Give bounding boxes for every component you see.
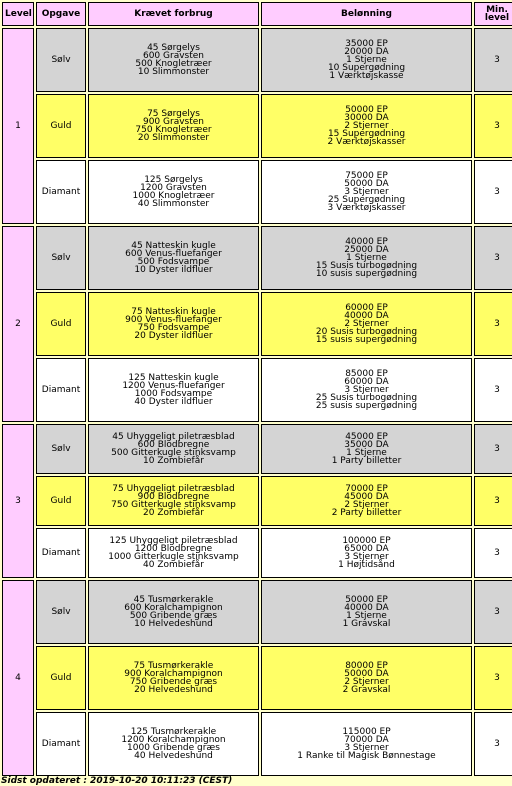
required-item: 750 Gribende græs [129,677,218,687]
required-item: 1200 Gravsten [140,183,207,193]
reward-cell [261,424,472,474]
required-item: 900 Koralchampignon [124,669,223,679]
reward-item: 40000 EP [345,237,388,247]
reward-item: 2 Stjerner [344,677,389,687]
required-item: 10 Helvedeshund [134,619,213,629]
required-item: 125 Tusmørkerakle [130,727,217,737]
table-row [2,160,512,224]
required-item: 40 Dyster ildfluer [134,397,213,407]
required-item: 20 Zombiefår [143,508,204,518]
min-level-cell: 3 [474,160,512,224]
min-level-cell: 3 [474,358,512,422]
last-updated: Sidst opdateret : 2019-10-20 10:11:23 (CEST) [1,776,233,786]
reward-item: 30000 DA [344,113,389,123]
level-cell: 2 [2,226,34,422]
required-cell [88,646,259,710]
table-row [2,646,512,710]
required-item: 500 Gitterkugle stinksvamp [111,448,236,458]
required-item: 900 Blodbregne [137,492,210,502]
reward-cell [261,226,472,290]
required-item: 1200 Blodbregne [134,544,213,554]
header-row [2,2,512,26]
required-item: 1000 Knogletræer [132,191,215,201]
reward-cell [261,528,472,578]
required-item: 10 Dyster ildfluer [134,265,213,275]
required-item: 600 Venus-fluefanger [125,249,222,259]
required-item: 20 Slimmonster [137,133,210,143]
tier-cell: Diamant [36,358,86,422]
reward-item: 2 Party billetter [331,508,402,518]
reward-item: 45000 EP [345,432,388,442]
reward-item: 2 Stjerner [344,500,389,510]
reward-item: 85000 EP [345,369,388,379]
table-row [2,226,512,290]
required-item: 750 Fodsvampe [137,323,210,333]
reward-cell [261,476,472,526]
reward-item: 40000 DA [344,311,389,321]
reward-item: 35000 DA [344,440,389,450]
level-cell: 4 [2,580,34,776]
required-item: 600 Koralchampignon [124,603,223,613]
table-row [2,358,512,422]
reward-item: 45000 DA [344,492,389,502]
reward-item: 2 Gravskal [342,685,391,695]
table-body [2,28,512,776]
reward-item: 115000 EP [342,727,391,737]
tier-cell: Sølv [36,226,86,290]
min-level-cell: 3 [474,424,512,474]
reward-item: 3 Stjerner [344,385,389,395]
reward-item: 50000 EP [345,105,388,115]
reward-item: 60000 DA [344,377,389,387]
required-item: 75 Tusmørkerakle [133,661,214,671]
required-item: 40 Helvedeshund [134,751,213,761]
required-item: 45 Sørgelys [147,43,200,53]
reward-item: 1 Stjerne [346,253,387,263]
required-cell [88,226,259,290]
required-item: 75 Uhyggeligt piletræsblad [112,484,235,494]
reward-item: 75000 EP [345,171,388,181]
header-required: Krævet forbrug [88,2,259,26]
required-item: 600 Blodbregne [137,440,210,450]
required-cell [88,528,259,578]
reward-item: 1 Højtidsånd [338,560,395,570]
tier-cell: Diamant [36,160,86,224]
reward-item: 15 Susis turbogødning [315,261,418,271]
reward-item: 25 Supergødning [327,195,406,205]
reward-item: 25 Susis turbogødning [315,393,418,403]
tier-cell: Sølv [36,28,86,92]
table-row [2,580,512,644]
required-item: 1000 Fodsvampe [134,389,213,399]
level-cell: 3 [2,424,34,578]
reward-item: 3 Stjerner [344,743,389,753]
required-cell [88,28,259,92]
reward-item: 20000 DA [344,47,389,57]
reward-cell [261,580,472,644]
min-level-cell: 3 [474,646,512,710]
tier-cell: Diamant [36,712,86,776]
required-item: 125 Uhyggeligt piletræsblad [109,536,238,546]
reward-item: 80000 EP [345,661,388,671]
table-row [2,94,512,158]
required-item: 20 Dyster ildfluer [134,331,213,341]
table-row [2,28,512,92]
min-level-cell: 3 [474,94,512,158]
required-item: 40 Slimmonster [137,199,210,209]
reward-cell [261,358,472,422]
table-row [2,712,512,776]
required-item: 900 Gravsten [142,117,204,127]
required-item: 45 Natteskin kugle [131,241,216,251]
reward-item: 3 Værktøjskasser [327,203,406,213]
tier-cell: Sølv [36,424,86,474]
tier-cell: Diamant [36,528,86,578]
required-item: 1200 Venus-fluefanger [122,381,225,391]
required-item: 750 Gitterkugle stinksvamp [111,500,236,510]
required-item: 75 Natteskin kugle [131,307,216,317]
reward-item: 70000 DA [344,735,389,745]
reward-item: 40000 DA [344,603,389,613]
reward-item: 35000 EP [345,39,388,49]
required-item: 45 Tusmørkerakle [133,595,214,605]
reward-item: 15 Supergødning [327,129,406,139]
reward-item: 10 susis supergødning [315,269,418,279]
reward-item: 2 Stjerner [344,121,389,131]
required-cell [88,476,259,526]
min-level-cell: 3 [474,528,512,578]
reward-item: 65000 DA [344,544,389,554]
required-item: 125 Sørgelys [144,175,203,185]
min-level-cell: 3 [474,292,512,356]
reward-item: 1 Ranke til Magisk Bønnestage [297,751,436,761]
tier-cell: Guld [36,292,86,356]
reward-cell [261,160,472,224]
header-reward: Belønning [261,2,472,26]
reward-item: 50000 EP [345,595,388,605]
header-min-level: Min. level [474,2,512,26]
required-item: 45 Uhyggeligt piletræsblad [112,432,235,442]
required-cell [88,358,259,422]
required-item: 125 Natteskin kugle [128,373,219,383]
header-tier: Opgave [36,2,86,26]
reward-cell [261,292,472,356]
reward-item: 1 Værktøjskasse [329,71,404,81]
required-item: 1000 Gitterkugle stinksvamp [108,552,239,562]
reward-item: 60000 EP [345,303,388,313]
reward-item: 1 Party billetter [331,456,402,466]
table-row [2,424,512,474]
tier-cell: Guld [36,476,86,526]
header-level: Level [2,2,34,26]
required-cell [88,94,259,158]
reward-item: 25 susis supergødning [315,401,418,411]
level-cell: 1 [2,28,34,224]
required-cell [88,160,259,224]
required-item: 1200 Koralchampignon [121,735,226,745]
reward-cell [261,94,472,158]
table-row [2,528,512,578]
required-item: 900 Venus-fluefanger [125,315,222,325]
required-item: 500 Fodsvampe [137,257,210,267]
min-level-cell: 3 [474,476,512,526]
reward-item: 10 Supergødning [327,63,406,73]
reward-item: 1 Gravskal [342,619,391,629]
reward-item: 1 Stjerne [346,611,387,621]
required-item: 600 Gravsten [142,51,204,61]
required-item: 1000 Gribende græs [127,743,220,753]
reward-item: 1 Stjerne [346,448,387,458]
tier-cell: Guld [36,94,86,158]
reward-item: 50000 DA [344,179,389,189]
table-row [2,476,512,526]
reward-item: 3 Stjerner [344,187,389,197]
reward-cell [261,646,472,710]
required-cell [88,712,259,776]
reward-item: 1 Stjerne [346,55,387,65]
reward-cell [261,28,472,92]
reward-item: 50000 DA [344,669,389,679]
reward-item: 2 Værktøjskasser [327,137,406,147]
required-item: 75 Sørgelys [147,109,200,119]
reward-item: 25000 DA [344,245,389,255]
required-item: 20 Helvedeshund [134,685,213,695]
reward-item: 15 susis supergødning [315,335,418,345]
required-cell [88,292,259,356]
min-level-cell: 3 [474,226,512,290]
required-item: 500 Gribende græs [129,611,218,621]
table-row [2,292,512,356]
reward-cell [261,712,472,776]
required-item: 500 Knogletræer [135,59,212,69]
min-level-cell: 3 [474,580,512,644]
tier-cell: Guld [36,646,86,710]
reward-item: 100000 EP [342,536,391,546]
required-item: 750 Knogletræer [135,125,212,135]
required-cell [88,580,259,644]
required-item: 10 Zombiefår [143,456,204,466]
reward-item: 3 Stjerner [344,552,389,562]
tier-cell: Sølv [36,580,86,644]
required-cell [88,424,259,474]
required-item: 40 Zombiefår [143,560,204,570]
reward-item: 2 Stjerner [344,319,389,329]
min-level-cell: 3 [474,28,512,92]
required-item: 10 Slimmonster [137,67,210,77]
min-level-cell: 3 [474,712,512,776]
reward-item: 70000 EP [345,484,388,494]
reward-item: 20 Susis turbogødning [315,327,418,337]
